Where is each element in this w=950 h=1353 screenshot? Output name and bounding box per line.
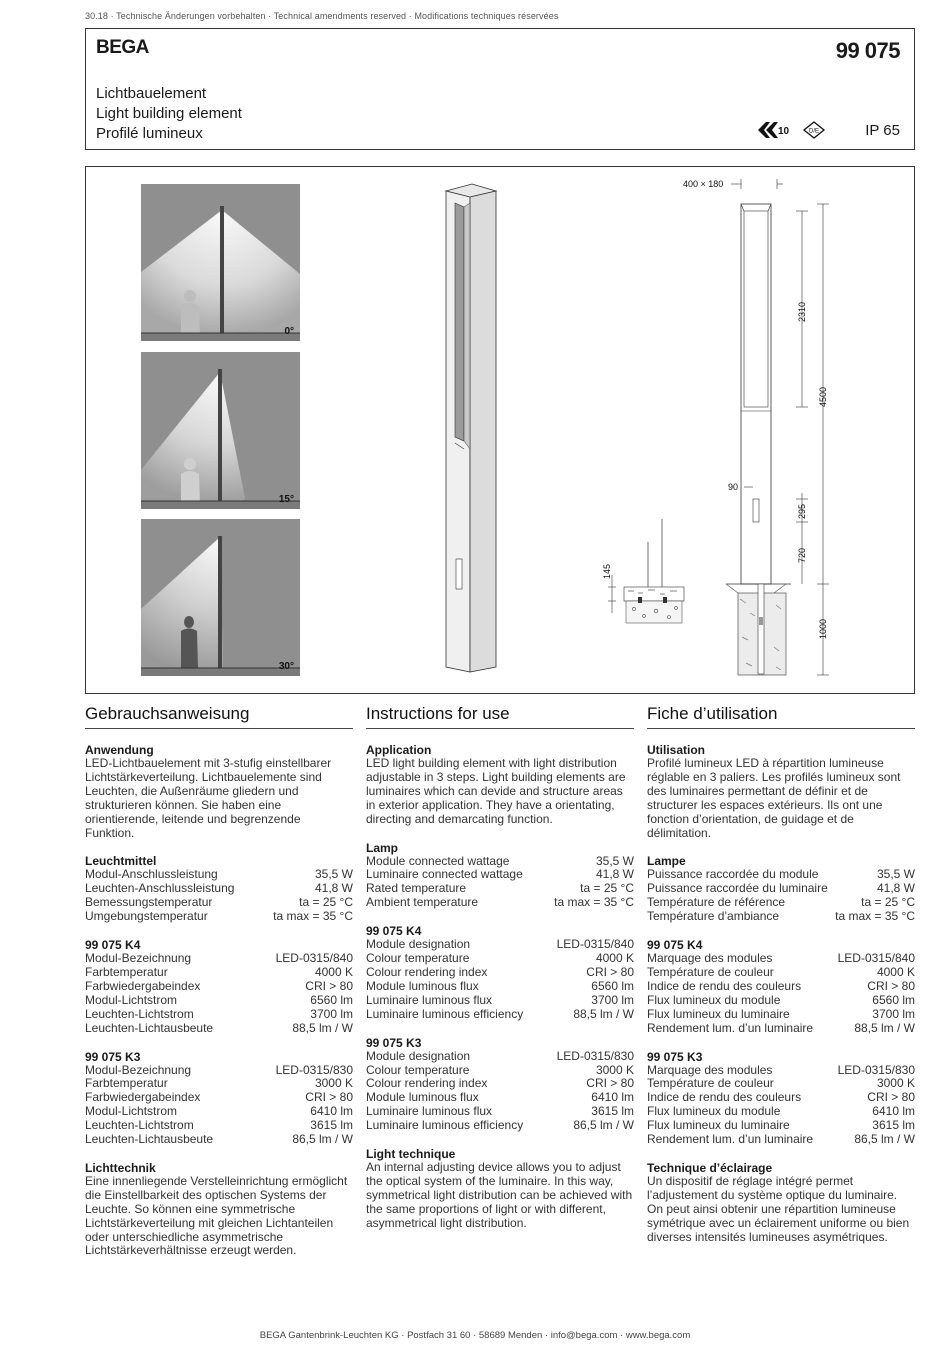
section-title: Leuchtmittel: [85, 854, 157, 869]
spec-row: Flux lumineux du module 6410 lm: [647, 1104, 915, 1119]
spec-row: Colour temperature 4000 K: [366, 951, 634, 966]
ip-rating: IP 65: [865, 122, 900, 139]
spec-row: Colour temperature 3000 K: [366, 1062, 634, 1077]
ik-rating: 10: [778, 126, 790, 137]
spec-row: Leuchten-Lichtstrom 3615 lm: [85, 1118, 353, 1133]
spec-row: Luminaire luminous efficiency 86,5 lm / W: [366, 1118, 634, 1133]
scene-angle-label: 30°: [278, 661, 294, 672]
dim-slot-offset: 720: [797, 547, 807, 563]
section-title: Application: [366, 743, 432, 757]
section-lamp: [85, 854, 353, 924]
dim-anchor: 145: [602, 563, 612, 579]
spec-row: Flux lumineux du module 6560 lm: [647, 992, 915, 1007]
spec-row: Module designation LED-0315/840: [366, 937, 634, 952]
conformity-mark-icon: [804, 122, 824, 138]
spec-row: Leuchten-Lichtstrom 3700 lm: [85, 1006, 353, 1021]
section-lamp: [647, 854, 915, 924]
anchor-detail-image: [602, 519, 684, 623]
spec-row: Module luminous flux 6410 lm: [366, 1090, 634, 1105]
article-number: 99 075: [835, 38, 900, 63]
spec-row: Farbtemperatur 4000 K: [85, 964, 353, 979]
spec-row: Luminaire luminous flux 3700 lm: [366, 992, 634, 1007]
section-title: Lichttechnik: [85, 1160, 156, 1175]
spec-row: Température d’ambiance ta max = 35 °C: [647, 909, 915, 924]
product-header: [85, 28, 915, 150]
luminaire-perspective-image: [446, 184, 496, 672]
section-title: Lamp: [366, 840, 399, 855]
impact-rating-icon: [758, 122, 790, 138]
spec-row: Rendement lum. d’un luminaire 88,5 lm / W: [647, 1020, 915, 1035]
column-heading: Fiche d’utilisation: [647, 704, 915, 729]
dim-depth: 1000: [818, 618, 828, 639]
section-title: 99 075 K3: [647, 1049, 703, 1064]
product-titles: [96, 84, 242, 144]
section-title: Lampe: [647, 854, 686, 869]
spec-row: Puissance raccordée du module 35,5 W: [647, 867, 915, 882]
section-text: Un dispositif de réglage intégré permet l’adjustement du système optique du luminaire. On peut ainsi obtenir une répartition lumineuse symétrique avec un éclairement uniforme ou bien diverses intensités lumineuses asymétriques.: [647, 1173, 910, 1244]
scene-angle-label: 15°: [278, 494, 294, 505]
spec-row: Farbtemperatur 3000 K: [85, 1076, 353, 1091]
spec-row: Umgebungstemperatur ta max = 35 °C: [85, 909, 353, 924]
spec-row: Farbwiedergabeindex CRI > 80: [85, 1090, 353, 1105]
section-title: 99 075 K3: [85, 1049, 141, 1064]
section-title: 99 075 K3: [366, 1035, 422, 1050]
section-text: An internal adjusting device allows you to adjust the optical system of the luminaire. In this way, symmetrical light distribution can be achieved with the same proportions of light or with different, asymmetrical light distribution.: [366, 1160, 633, 1230]
spec-row: Modul-Lichtstrom 6410 lm: [85, 1104, 353, 1119]
technical-drawing: [86, 167, 916, 695]
section-title: Light technique: [366, 1147, 456, 1162]
spec-row: Colour rendering index CRI > 80: [366, 1076, 634, 1091]
section-title: Technique d’éclairage: [647, 1160, 773, 1175]
section-title: 99 075 K4: [647, 938, 703, 953]
spec-row: Modul-Anschlussleistung 35,5 W: [85, 867, 353, 882]
spec-row: Colour rendering index CRI > 80: [366, 964, 634, 979]
spec-row: Module designation LED-0315/830: [366, 1048, 634, 1063]
spec-row: Leuchten-Lichtausbeute 86,5 lm / W: [85, 1132, 353, 1147]
section-light-technique: [85, 1161, 353, 1258]
section-title: 99 075 K4: [366, 924, 422, 939]
brand-logo: BEGA: [96, 37, 149, 58]
spec-row: Luminaire luminous flux 3615 lm: [366, 1104, 634, 1119]
section-text: Profilé lumineux LED à répartition lumineuse réglable en 3 paliers. Les profilés lumineux sont des luminaires permettant de définir et de structurer les espaces extérieurs. Ils ont une fonction d’orientation, de guidage et de délimitation.: [647, 756, 901, 840]
spec-row: Luminaire luminous efficiency 88,5 lm / W: [366, 1006, 634, 1021]
dim-slot-height: 295: [797, 503, 807, 519]
spec-row: Flux lumineux du luminaire 3615 lm: [647, 1118, 915, 1133]
spec-row: Modul-Bezeichnung LED-0315/840: [85, 951, 353, 966]
section-variant-k4: [366, 924, 634, 1021]
column-english: [366, 704, 634, 1245]
dim-head: 400 × 180: [683, 179, 724, 189]
section-light-technique: [366, 1147, 634, 1231]
section-title: Utilisation: [647, 743, 706, 757]
title-de: Lichtbauelement: [96, 85, 207, 102]
spec-row: Température de référence ta = 25 °C: [647, 895, 915, 910]
spec-row: Modul-Bezeichnung LED-0315/830: [85, 1062, 353, 1077]
spec-row: Module luminous flux 6560 lm: [366, 978, 634, 993]
product-figure: [85, 166, 915, 694]
title-fr: Profilé lumineux: [96, 125, 203, 142]
dim-slot-width: 90: [728, 482, 739, 492]
section-application: [647, 743, 915, 840]
dim-total: 4500: [818, 386, 828, 407]
spec-row: Marquage des modules LED-0315/830: [647, 1062, 915, 1077]
section-variant-k3: [647, 1050, 915, 1147]
section-lamp: [366, 841, 634, 911]
spec-row: Luminaire connected wattage 41,8 W: [366, 867, 634, 882]
spec-row: Puissance raccordée du luminaire 41,8 W: [647, 881, 915, 896]
section-text: Eine innenliegende Verstelleinrichtung ermöglicht die Einstellbarkeit des optischen Systems der Leuchte. So können eine symmetrische Lichtstärkeverteilung mit gleichen Lichtanteilen oder unterschiedliche asymmetrische Lichtstärkeverhältnisse erzeugt werden.: [85, 1173, 348, 1258]
spec-row: Modul-Lichtstrom 6560 lm: [85, 992, 353, 1007]
spec-row: Leuchten-Anschlussleistung 41,8 W: [85, 881, 353, 896]
spec-row: Flux lumineux du luminaire 3700 lm: [647, 1006, 915, 1021]
column-french: [647, 704, 915, 1258]
section-application: [85, 743, 353, 840]
spec-row: Module connected wattage 35,5 W: [366, 853, 634, 868]
scene-angle-label: 0°: [284, 326, 294, 337]
column-heading: Gebrauchsanweisung: [85, 704, 353, 729]
section-variant-k3: [85, 1050, 353, 1147]
section-variant-k4: [647, 938, 915, 1035]
spec-row: Leuchten-Lichtausbeute 88,5 lm / W: [85, 1020, 353, 1035]
section-text: LED-Lichtbauelement mit 3-stufig einstellbarer Lichtstärkeverteilung. Lichtbauelemente sind Leuchten, die Außenräume gliedern und strukturieren können. Sie haben eine orientierende, leitende und begrenzende Funktion.: [85, 756, 332, 840]
elevation-drawing-image: [683, 179, 829, 675]
certification-marks-icon: [756, 119, 828, 141]
spec-row: Température de couleur 4000 K: [647, 964, 915, 979]
conformity-mark-label: D/E: [808, 128, 820, 135]
column-german: [85, 704, 353, 1272]
spec-row: Température de couleur 3000 K: [647, 1076, 915, 1091]
spec-row: Farbwiedergabeindex CRI > 80: [85, 978, 353, 993]
section-title: 99 075 K4: [85, 938, 141, 953]
spec-row: Rated temperature ta = 25 °C: [366, 881, 634, 896]
title-en: Light building element: [96, 105, 242, 122]
spec-row: Marquage des modules LED-0315/840: [647, 951, 915, 966]
spec-row: Ambient temperature ta max = 35 °C: [366, 895, 634, 910]
spec-row: Indice de rendu des couleurs CRI > 80: [647, 978, 915, 993]
spec-row: Indice de rendu des couleurs CRI > 80: [647, 1090, 915, 1105]
spec-row: Rendement lum. d’un luminaire 86,5 lm / W: [647, 1132, 915, 1147]
section-text: LED light building element with light distribution adjustable in 3 steps. Light building elements are luminaires which can devide and structure areas in exterior application. They have a orientating, directing and demarcating function.: [366, 756, 626, 826]
section-light-technique: [647, 1161, 915, 1245]
section-variant-k3: [366, 1036, 634, 1133]
section-application: [366, 743, 634, 827]
company-footer: BEGA Gantenbrink-Leuchten KG · Postfach 31 60 · 58689 Menden · info@bega.com · www.bega.com: [259, 1330, 691, 1341]
dim-upper: 2310: [797, 301, 807, 322]
page-revision-note: 30.18 · Technische Änderungen vorbehalten · Technical amendments reserved · Modifications techniques réservées: [85, 11, 559, 21]
section-title: Anwendung: [85, 743, 154, 757]
column-heading: Instructions for use: [366, 704, 634, 729]
spec-row: Bemessungstemperatur ta = 25 °C: [85, 895, 353, 910]
section-variant-k4: [85, 938, 353, 1035]
